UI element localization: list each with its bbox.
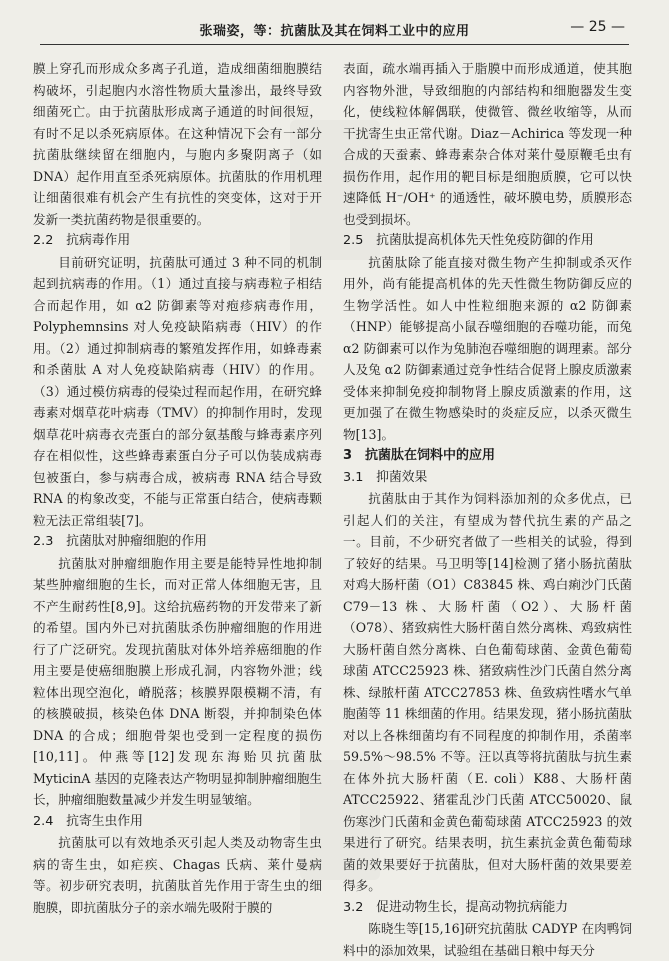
section-heading: 3 抗菌肽在饲料中的应用: [343, 448, 496, 463]
body-paragraph: 表面，疏水端再插入于脂膜中而形成通道，使其胞内容物外泄，导致细胞的内部结构和细胞器发生变化，使线粒体解偶联，使微管、微丝收缩等，从而干扰寄生虫正常代谢。Diaz－Achirica 等发现一种合成的天蚕素、蜂毒素杂合体对莱什曼原鞭毛虫有损伤作用，起作用的靶目标是细胞质膜，它可以快速降低 H⁻/OH⁺ 的通透性，破坏膜电势，质膜形态也受到损坏。: [343, 61, 632, 227]
body-paragraph: 抗菌肽由于其作为饲料添加剂的众多优点，已引起人们的关注，有望成为替代抗生素的产品之一。目前，不少研究者做了一些相关的试验，得到了较好的结果。马卫明等[14]检测了猪小肠抗菌肽对鸡大肠杆菌（O1）C83845 株、鸡白痢沙门氏菌 C79－13 株、大肠杆菌（O2）、大肠杆菌（O78）、猪致病性大肠杆菌自然分离株、鸡致病性大肠杆菌自然分离株、白色葡萄球菌、金黄色葡萄球菌 ATCC25923 株、猪致病性沙门氏菌自然分离株、绿脓杆菌 ATCC27853 株、鱼致病性嗜水气单胞菌等 11 株细菌的作用。结果发现，猪小肠抗菌肽对以上各株细菌均有不同程度的抑制作用，杀菌率 59.5%～98.5% 不等。汪以真等将抗菌肽与抗生素在体外抗大肠杆菌（E. coli）K88、大肠杆菌 ATCC25922、猪霍乱沙门氏菌 ATCC50020、鼠伤寒沙门氏菌和金黄色葡萄球菌 ATCC25923 的效果进行了研究。结果表明，抗生素抗金黄色葡萄球菌的效果要好于抗菌肽，但对大肠杆菌的效果要差得多。: [343, 491, 632, 893]
body-paragraph: 膜上穿孔而形成众多离子孔道，造成细菌细胞膜结构破坏，引起胞内水溶性物质大量渗出，最终导致细菌死亡。由于抗菌肽形成离子通道的时间很短，有时不足以杀死病原体。在这种情况下会有一部分抗菌肽继续留在细胞内，与胞内多聚阴离子（如 DNA）起作用直至杀死病原体。抗菌肽的作用机理让细菌很难有机会产生有抗性的突变体，这对于开发新一类抗菌药物是很重要的。: [33, 61, 322, 227]
section-heading: 2.5 抗菌肽提高机体先天性免疫防御的作用: [343, 233, 594, 248]
body-paragraph: 目前研究证明，抗菌肽可通过 3 种不同的机制起到抗病毒的作用。（1）通过直接与病毒粒子相结合而起作用，如 α2 防御素等对疱疹病毒作用，Polyphemnsins 对人免疫缺陷病毒（HIV）的作用。（2）通过抑制病毒的繁殖发挥作用，如蜂毒素和杀菌肽 A 对人免疫缺陷病毒（HIV）的作用。（3）通过模仿病毒的侵染过程而起作用，在研究蜂毒素对烟草花叶病毒（TMV）的抑制作用时，发现烟草花叶病毒衣壳蛋白的部分氨基酸与蜂毒素序列存在相似性，这些蜂毒素蛋白分子可以伪装成病毒包被蛋白，参与病毒合成，被病毒 RNA 结合导致 RNA 的构象改变，不能与正常蛋白结合，使病毒颗粒无法正常组装[7]。: [33, 254, 322, 528]
left-column: [33, 58, 322, 948]
body-paragraph: 抗菌肽可以有效地杀灭引起人类及动物寄生虫病的寄生虫，如疟疾、Chagas 氏病、莱什曼病等。初步研究表明，抗菌肽首先作用于寄生虫的细胞膜，即抗菌肽分子的亲水端先吸附于膜的: [33, 835, 322, 915]
right-column: [343, 58, 632, 958]
section-heading: 2.3 抗菌肽对肿瘤细胞的作用: [33, 534, 207, 549]
body-paragraph: 抗菌肽除了能直接对微生物产生抑制或杀灭作用外，尚有能提高机体的先天性微生物防御反应的生物学活性。如人中性粒细胞来源的 α2 防御素（HNP）能够提高小鼠吞噬细胞的吞噬功能，而兔 α2 防御素可以作为兔肺泡吞噬细胞的调理素。部分人及兔 α2 防御素通过竞争性结合促肾上腺皮质激素受体来抑制免疫抑制物肾上腺皮质激素的作用，这更加强了在微生物感染时的炎症反应，以杀灭微生物[13]。: [343, 254, 632, 442]
body-paragraph: 陈晓生等[15,16]研究抗菌肽 CADYP 在肉鸭饲料中的添加效果，试验组在基础日粮中每天分: [343, 921, 632, 958]
page-number: — 25 —: [570, 19, 625, 35]
section-heading: 3.1 抑菌效果: [343, 469, 428, 485]
running-title: 张瑞姿，等：抗菌肽及其在饲料工业中的应用: [199, 24, 470, 39]
section-heading: 2.4 抗寄生虫作用: [33, 813, 143, 829]
running-header: [40, 18, 629, 45]
section-heading: 2.2 抗病毒作用: [33, 233, 131, 248]
section-heading: 3.2 促进动物生长，提高动物抗病能力: [343, 899, 569, 915]
body-paragraph: 抗菌肽对肿瘤细胞作用主要是能特异性地抑制某些肿瘤细胞的生长，而对正常人体细胞无害，且不产生耐药性[8,9]。这给抗癌药物的开发带来了新的希望。国内外已对抗菌肽杀伤肿瘤细胞的作用进行了广泛研究。发现抗菌肽对体外培养癌细胞的作用主要是使癌细胞膜上形成孔洞，内容物外泄；线粒体出现空泡化，嵴脱落；核膜界限模糊不清，有的核膜破损，核染色体 DNA 断裂，并抑制染色体 DNA 的合成；细胞骨架也受到一定程度的损伤[10,11]。仲燕等[12]发现东海贻贝抗菌肽 MyticinA 基因的克隆表达产物明显抑制肿瘤细胞生长，肿瘤细胞数量减少并发生明显皱缩。: [33, 555, 322, 807]
